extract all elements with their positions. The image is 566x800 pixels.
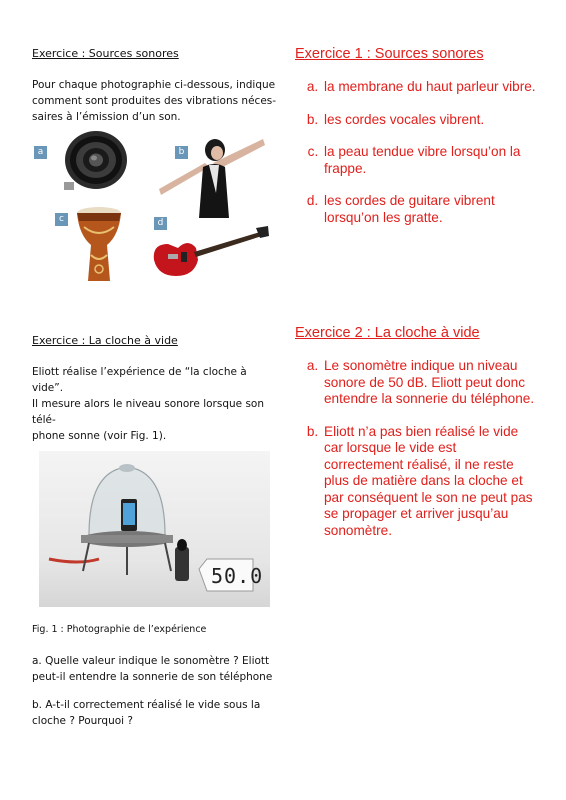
singer-photo xyxy=(153,133,268,218)
answer2-item-a: a. Le sonomètre indique un niveau sonore de 50 dB. Eliott peut donc entendre la sonnerie du téléphone. xyxy=(322,358,536,408)
meter-display: 50.0 xyxy=(211,564,264,588)
answers2-list-container xyxy=(300,358,536,555)
question-a xyxy=(32,653,282,685)
answer1-item-d: d. les cordes de guitare vibrent lorsqu’on les gratte. xyxy=(322,193,540,226)
ex2-intro xyxy=(32,364,272,444)
guitar-photo xyxy=(148,220,270,280)
djembe-photo xyxy=(74,205,124,283)
ex1-instruction-line: Pour chaque photographie ci-dessous, indique xyxy=(32,79,276,91)
ex1-title: Exercice : Sources sonores xyxy=(32,47,179,60)
bell-jar-photo xyxy=(39,451,270,607)
answers1-list xyxy=(300,79,540,226)
answer2-item-b: b. Eliott n’a pas bien réalisé le vide car lorsque le vide est correctement réalisé, il ne reste plus de matière dans la cloche et par conséquent le son ne peut pas se propager et arriver jusqu’au sonomètre. xyxy=(322,424,536,540)
question-b xyxy=(32,697,282,729)
answer1-item-b: b. les cordes vocales vibrent. xyxy=(322,112,540,129)
answers1-title: Exercice 1 : Sources sonores xyxy=(295,46,484,62)
tag-b: b xyxy=(175,146,188,159)
ex2-title: Exercice : La cloche à vide xyxy=(32,334,178,347)
ex2-intro-line: Il mesure alors le niveau sonore lorsque son xyxy=(32,398,264,410)
ex1-instruction-line: comment sont produites des vibrations néces- xyxy=(32,95,277,107)
ex2-intro-line: télé- xyxy=(32,414,56,426)
answers2-title: Exercice 2 : La cloche à vide xyxy=(295,325,480,341)
question-a-line: a. Quelle valeur indique le sonomètre ? Eliott xyxy=(32,655,270,667)
answers1-list-container xyxy=(300,79,540,242)
tag-a: a xyxy=(34,146,47,159)
figure-caption: Fig. 1 : Photographie de l’expérience xyxy=(32,624,207,635)
question-b-line: cloche ? Pourquoi ? xyxy=(32,715,133,727)
question-b-line: b. A-t-il correctement réalisé le vide sous la xyxy=(32,699,261,711)
ex2-intro-line: vide”. xyxy=(32,382,64,394)
answer1-item-c: c. la peau tendue vibre lorsqu’on la frappe. xyxy=(322,144,540,177)
answer1-item-a: a. la membrane du haut parleur vibre. xyxy=(322,79,540,96)
ex2-intro-line: Eliott réalise l’expérience de “la cloche à xyxy=(32,366,247,378)
loudspeaker-photo xyxy=(60,128,130,192)
ex1-instruction-line: saires à l’émission d’un son. xyxy=(32,111,181,123)
question-a-line: peut-il entendre la sonnerie de son téléphone xyxy=(32,671,273,683)
ex2-intro-line: phone sonne (voir Fig. 1). xyxy=(32,430,167,442)
tag-d: d xyxy=(154,217,167,230)
tag-c: c xyxy=(55,213,68,226)
answers2-list xyxy=(300,358,536,539)
ex1-instruction xyxy=(32,77,282,125)
